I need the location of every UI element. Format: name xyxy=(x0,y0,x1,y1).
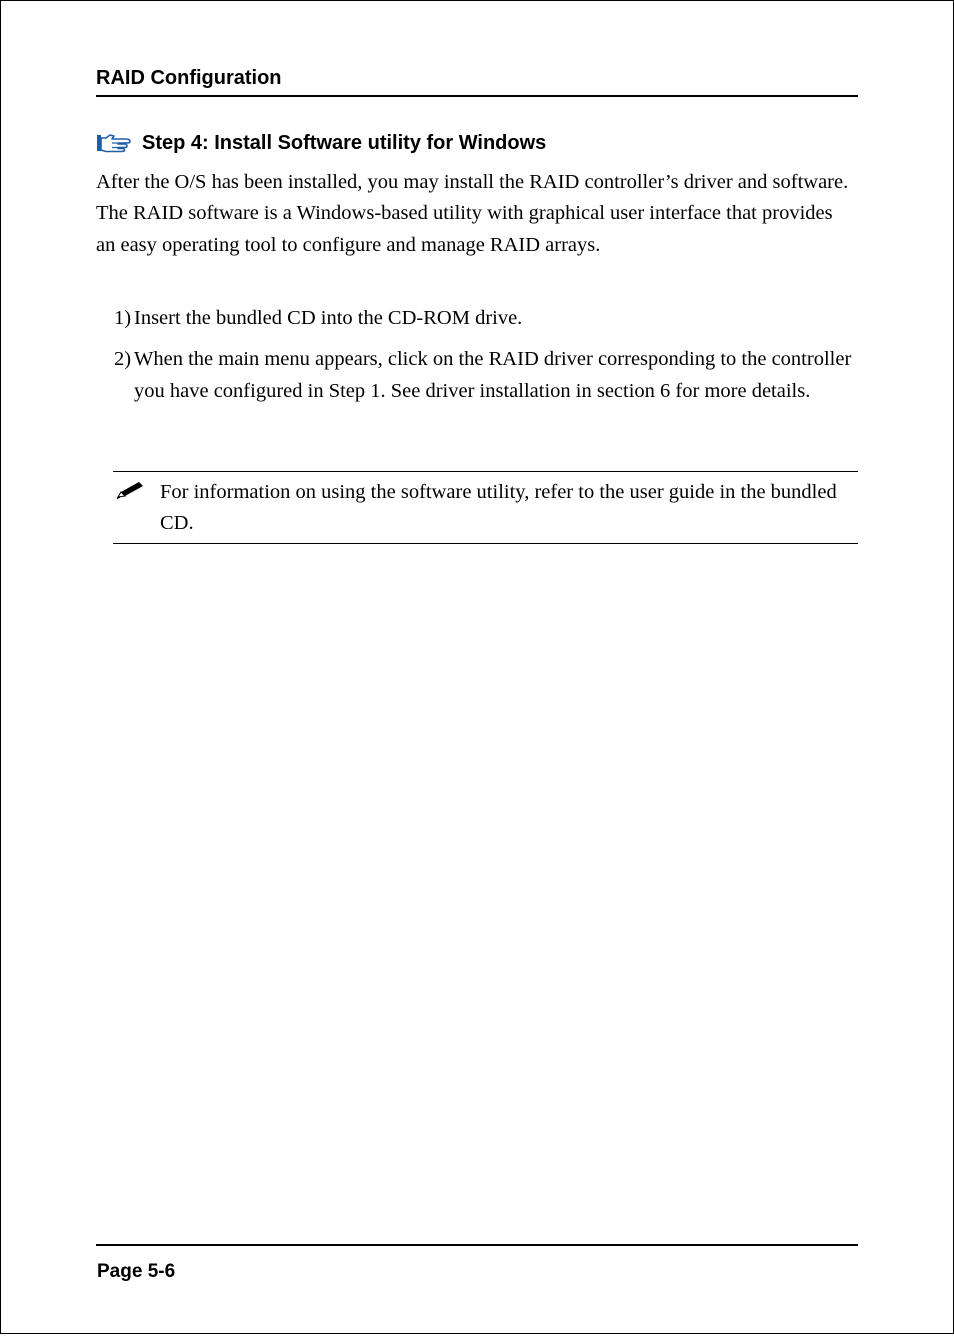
step-text: When the main menu appears, click on the RAID driver corresponding to the controller you have configured in Step 1. See driver installation in section 6 for more details. xyxy=(134,348,852,402)
page-header-title: RAID Configuration xyxy=(96,67,282,89)
note-text: For information on using the software utility, refer to the user guide in the bundled CD. xyxy=(160,481,837,535)
note-box xyxy=(113,471,858,544)
pencil-icon xyxy=(115,480,145,500)
header-divider xyxy=(96,95,858,97)
list-item xyxy=(114,303,859,334)
step-title: Step 4: Install Software utility for Windows xyxy=(142,132,547,154)
step-number: 1) xyxy=(114,307,132,329)
list-item xyxy=(114,344,859,407)
intro-paragraph: After the O/S has been installed, you may install the RAID controller’s driver and software. The RAID software is a Windows-based utility with graphical user interface that provides an easy operating tool to configure and manage RAID arrays. xyxy=(96,171,849,256)
step-heading xyxy=(96,130,546,156)
footer-divider xyxy=(96,1244,858,1246)
step-text: Insert the bundled CD into the CD-ROM drive. xyxy=(134,307,523,329)
pointing-hand-icon xyxy=(96,133,134,153)
steps-list xyxy=(114,303,859,417)
step-number: 2) xyxy=(114,348,132,371)
page-number: Page 5-6 xyxy=(97,1261,176,1282)
